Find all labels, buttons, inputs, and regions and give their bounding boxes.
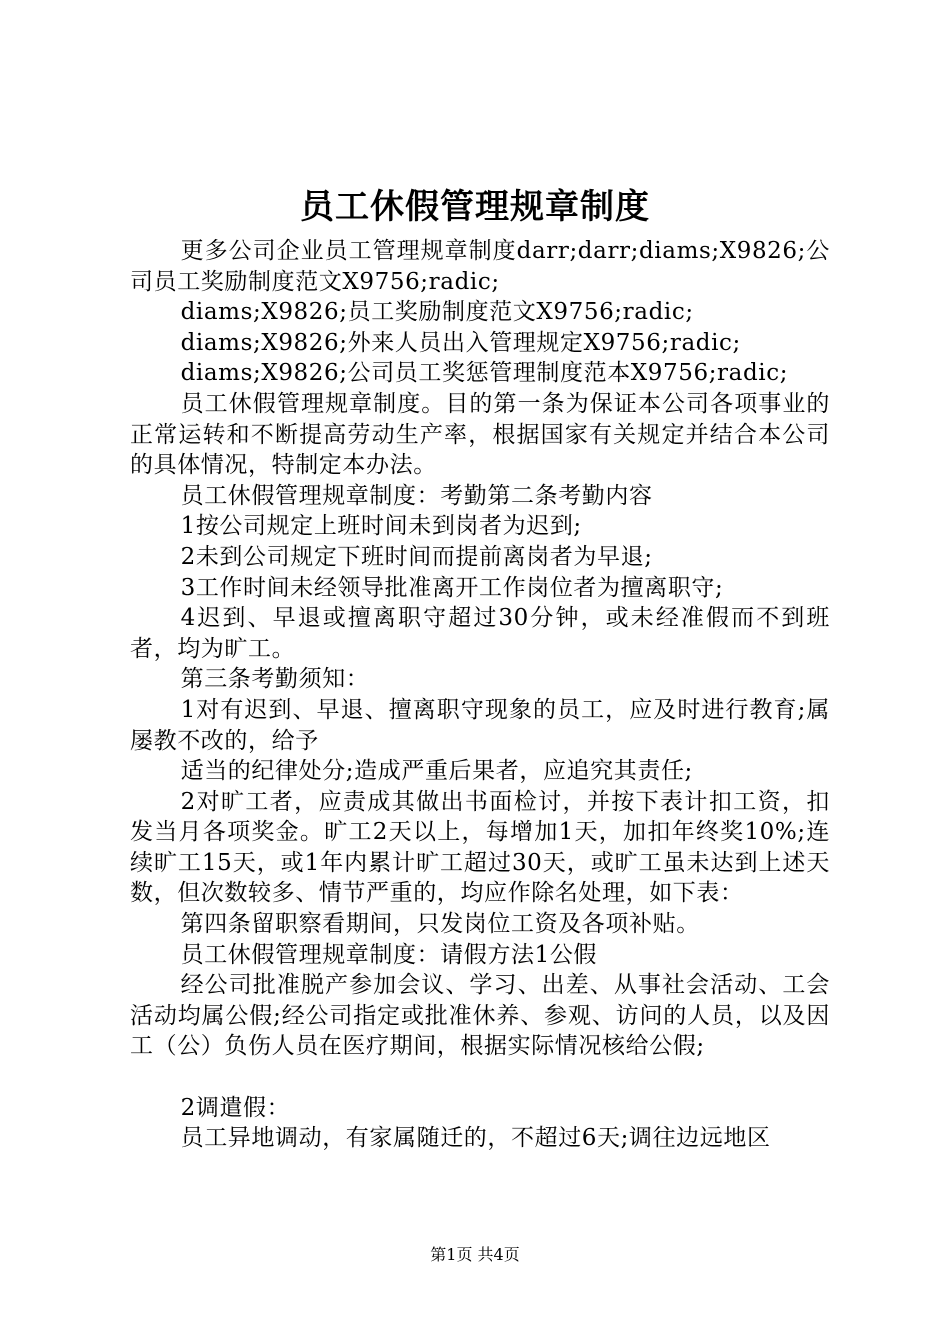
paragraph-leave-method: 员工休假管理规章制度：请假方法1公假 [180, 941, 598, 968]
paragraph-public-leave: 经公司批准脱产参加会议、学习、出差、从事社会活动、工会活动均属公假;经公司指定或批准休养、参观、访问的人员，以及因工（公）负伤人员在医疗期间，根据实际情况核给公假; [130, 972, 830, 1060]
paragraph-link-reward: diams;X9826;员工奖励制度范文X9756;radic; [180, 299, 694, 326]
paragraph-early-leave: 2未到公司规定下班时间而提前离岗者为早退; [180, 543, 653, 570]
paragraph-transfer-leave-heading: 2调遣假： [180, 1094, 291, 1121]
paragraph-link-discipline: diams;X9826;公司员工奖惩管理制度范本X9756;radic; [180, 360, 789, 387]
paragraph-education: 1对有迟到、早退、擅离职守现象的员工，应及时进行教育;属屡教不改的，给予 [130, 696, 830, 754]
paragraph-absenteeism: 4迟到、早退或擅离职守超过30分钟，或未经准假而不到班者，均为旷工。 [130, 605, 830, 662]
document-title: 员工休假管理规章制度 [300, 187, 650, 227]
paragraph-article-three: 第三条考勤须知： [180, 666, 370, 693]
paragraph-late: 1按公司规定上班时间未到岗者为迟到; [180, 513, 582, 540]
paragraph-more-links: 更多公司企业员工管理规章制度darr;darr;diams;X9826;公司员工奖励制度范文X9756;radic; [130, 238, 830, 295]
paragraph-article-four: 第四条留职察看期间，只发岗位工资及各项补贴。 [180, 911, 700, 938]
paragraph-absent-post: 3工作时间未经领导批准离开工作岗位者为擅离职守; [180, 574, 724, 601]
paragraph-absentee-handling: 2对旷工者，应责成其做出书面检讨，并按下表计扣工资，扣发当月各项奖金。旷工2天以上，每增加1天，加扣年终奖10%;连续旷工15天，或1年内累计旷工超过30天，或旷工虽未达到上述天数，但次数较多、情节严重的，均应作除名处理，如下表： [130, 788, 830, 907]
paragraph-transfer-leave: 员工异地调动，有家属随迁的，不超过6天;调往边远地区 [180, 1125, 771, 1152]
paragraph-purpose: 员工休假管理规章制度。目的第一条为保证本公司各项事业的正常运转和不断提高劳动生产率，根据国家有关规定并结合本公司的具体情况，特制定本办法。 [130, 390, 830, 479]
paragraph-penalty: 适当的纪律处分;造成严重后果者，应追究其责任; [180, 758, 693, 785]
document-body [130, 236, 830, 1154]
paragraph-link-visitor: diams;X9826;外来人员出入管理规定X9756;radic; [180, 329, 741, 356]
paragraph-attendance-heading: 员工休假管理规章制度：考勤第二条考勤内容 [180, 482, 653, 509]
page-footer: 第1页 共4页 [430, 1245, 520, 1264]
